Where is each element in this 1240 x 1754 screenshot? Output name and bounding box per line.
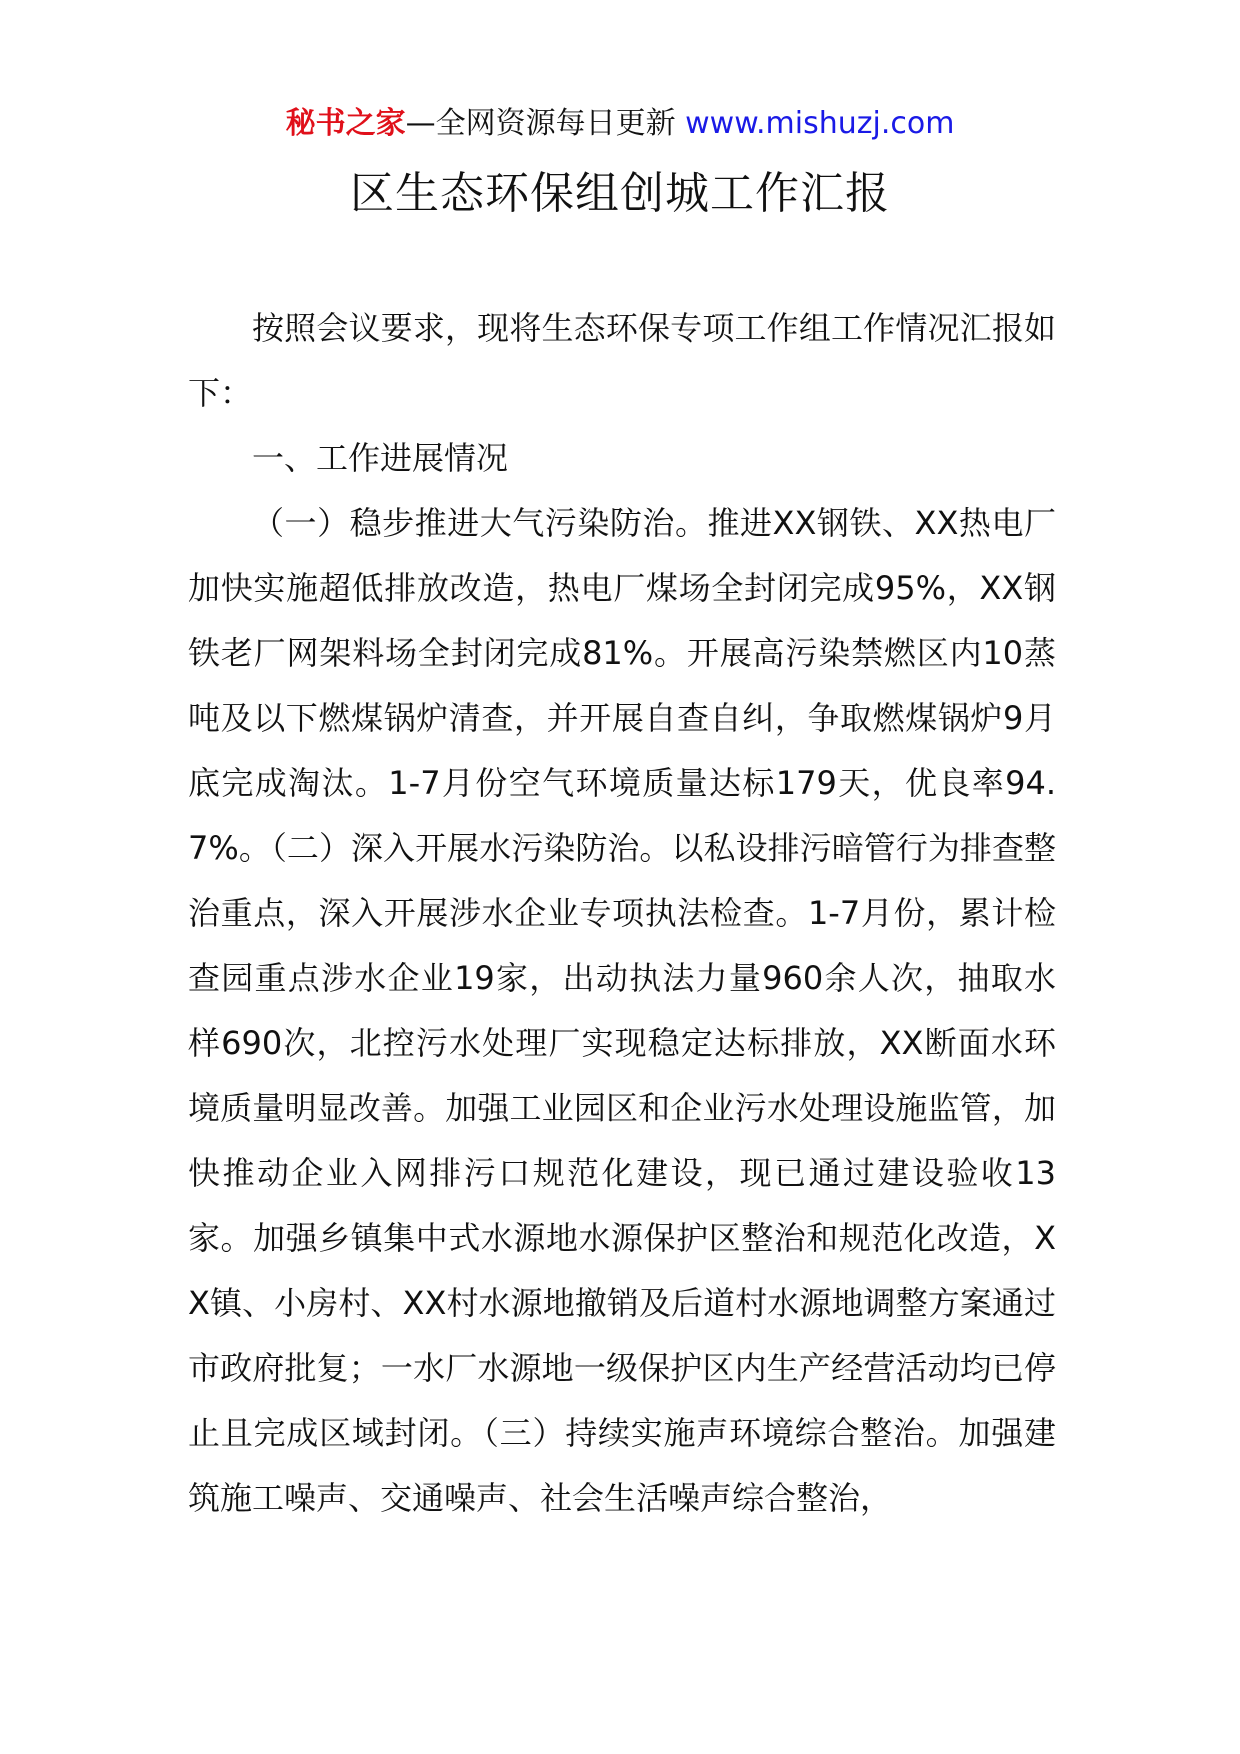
- intro-paragraph: 按照会议要求，现将生态环保专项工作组工作情况汇报如下：: [188, 309, 1056, 412]
- body-paragraph: （一）稳步推进大气污染防治。推进XX钢铁、XX热电厂加快实施超低排放改造，热电厂煤场全封闭完成95%，XX钢铁老厂网架料场全封闭完成81%。开展高污染禁燃区内10蒸吨及以下燃煤锅炉清查，并开展自查自纠，争取燃煤锅炉9月底完成淘汰。1-7月份空气环境质量达标179天，优良率94.7%。（二）深入开展水污染防治。以私设排污暗管行为排查整治重点，深入开展涉水企业专项执法检查。1-7月份，累计检查园重点涉水企业19家，出动执法力量960余人次，抽取水样690次，北控污水处理厂实现稳定达标排放，XX断面水环境质量明显改善。加强工业园区和企业污水处理设施监管，加快推动企业入网排污口规范化建设，现已通过建设验收13家。加强乡镇集中式水源地水源保护区整治和规范化改造，XX镇、小房村、XX村水源地撤销及后道村水源地调整方案通过市政府批复；一水厂水源地一级保护区内生产经营活动均已停止且完成区域封闭。（三）持续实施声环境综合整治。加强建筑施工噪声、交通噪声、社会生活噪声综合整治，: [188, 504, 1056, 1517]
- site-header: [0, 102, 1240, 146]
- site-url-link[interactable]: www.mishuzj.com: [685, 106, 955, 141]
- document-body: [188, 296, 1056, 1531]
- site-brand: 秘书之家: [285, 106, 406, 141]
- document-title: 区生态环保组创城工作汇报: [350, 168, 890, 219]
- site-slogan: —全网资源每日更新: [405, 106, 686, 141]
- section-heading: 一、工作进展情况: [252, 439, 509, 477]
